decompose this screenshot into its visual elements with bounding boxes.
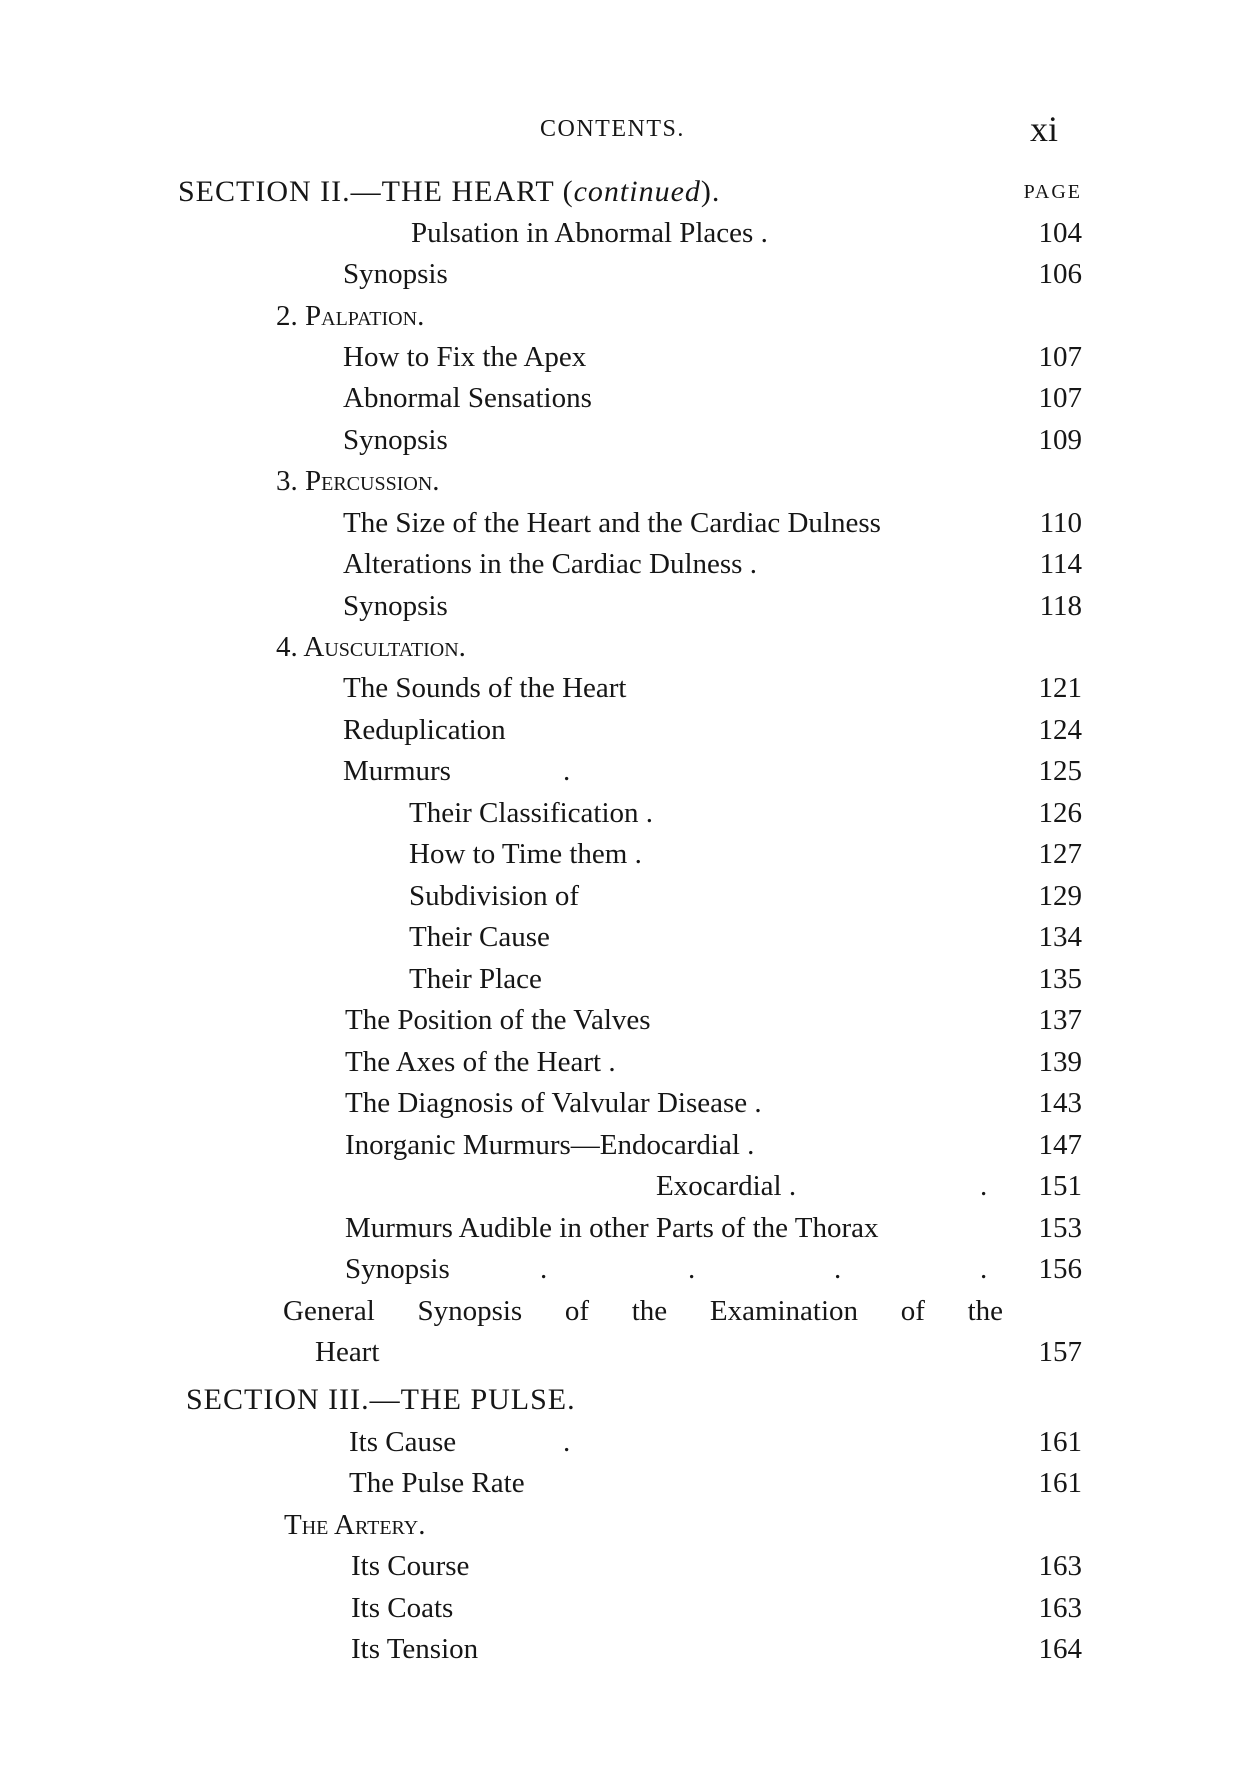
toc-entry — [0, 586, 1259, 626]
toc-entry-title: How to Fix the Apex — [343, 341, 587, 373]
toc-entry-page: 163 — [1038, 1550, 1082, 1582]
toc-entry — [0, 876, 1259, 916]
toc-entry — [0, 1249, 1259, 1289]
toc-entry — [0, 793, 1259, 833]
toc-entry-page: 107 — [1038, 382, 1082, 414]
subsection-title-percussion: 3. Percussion. — [276, 465, 440, 497]
toc-entry-title: Its Coats — [351, 1592, 454, 1624]
toc-entry-page: 129 — [1038, 880, 1082, 912]
toc-subsection-heading — [0, 296, 1259, 336]
toc-entry — [0, 1422, 1259, 1462]
toc-entry — [0, 1042, 1259, 1082]
toc-entry-title: Synopsis — [343, 590, 448, 622]
toc-subsection-heading — [0, 461, 1259, 501]
section-heading-main: SECTION II.—THE HEART ( — [178, 175, 574, 208]
toc-entry-title: Abnormal Sensations — [343, 382, 592, 414]
section-heading-title: SECTION III.—THE PULSE. — [186, 1383, 576, 1416]
toc-entry-page: 161 — [1038, 1426, 1082, 1458]
leader-dot: . — [563, 755, 571, 787]
toc-entry-title: The Diagnosis of Valvular Disease . — [345, 1087, 762, 1119]
toc-entry-title: Subdivision of — [409, 880, 579, 912]
toc-entry-page: 156 — [1038, 1253, 1082, 1285]
toc-entry-page: 107 — [1038, 341, 1082, 373]
toc-entry-page: 143 — [1038, 1087, 1082, 1119]
section-heading-heart — [0, 172, 1259, 212]
toc-entry-page: 135 — [1038, 963, 1082, 995]
toc-entry-title: Reduplication — [343, 714, 506, 746]
toc-entry-title: Its Tension — [351, 1633, 479, 1665]
toc-entry — [0, 1000, 1259, 1040]
toc-entry-page: 134 — [1038, 921, 1082, 953]
toc-entry — [0, 668, 1259, 708]
toc-entry-page: 161 — [1038, 1467, 1082, 1499]
toc-entry-title: Synopsis — [343, 258, 448, 290]
toc-entry — [0, 503, 1259, 543]
toc-entry-page: 137 — [1038, 1004, 1082, 1036]
toc-entry-title: The Size of the Heart and the Cardiac Dulness — [343, 507, 881, 539]
toc-entry-title: Its Course — [351, 1550, 470, 1582]
leader-dot: . — [688, 1253, 696, 1285]
toc-entry-title: The Position of the Valves — [345, 1004, 651, 1036]
toc-entry-page: 139 — [1038, 1046, 1082, 1078]
toc-entry — [0, 1125, 1259, 1165]
toc-entry-title: Exocardial . — [656, 1170, 797, 1202]
toc-entry-page: 114 — [1039, 548, 1082, 580]
toc-entry-page: 147 — [1038, 1129, 1082, 1161]
leader-dot: . — [540, 1253, 548, 1285]
toc-entry — [0, 1166, 1259, 1206]
toc-entry — [0, 420, 1259, 460]
toc-entry-page: 106 — [1038, 258, 1082, 290]
toc-entry — [0, 1083, 1259, 1123]
toc-entry — [0, 959, 1259, 999]
page-folio: xi — [1030, 109, 1059, 149]
toc-entry-page: 157 — [1038, 1336, 1082, 1368]
toc-entry — [0, 751, 1259, 791]
subsection-title-artery: The Artery. — [284, 1509, 426, 1541]
toc-entry-general-synopsis: General Synopsis of the Examination of the — [283, 1295, 1003, 1327]
toc-entry-title: How to Time them . — [409, 838, 642, 870]
toc-entry — [0, 710, 1259, 750]
toc-entry — [0, 1208, 1259, 1248]
toc-entry-page: 104 — [1038, 217, 1082, 249]
toc-entry — [0, 213, 1259, 253]
toc-entry-page: 124 — [1038, 714, 1082, 746]
toc-entry-title: The Pulse Rate — [349, 1467, 525, 1499]
toc-entry-title: Synopsis — [343, 424, 448, 456]
toc-entry-title: Its Cause — [349, 1426, 457, 1458]
section-heading-pulse — [0, 1380, 1259, 1420]
toc-entry — [0, 337, 1259, 377]
toc-entry-page: 125 — [1038, 755, 1082, 787]
toc-entry-title: Murmurs Audible in other Parts of the Thorax — [345, 1212, 879, 1244]
subsection-title-auscultation: 4. Auscultation. — [276, 631, 466, 663]
toc-entry — [0, 1629, 1259, 1669]
toc-entry-title: The Axes of the Heart . — [345, 1046, 616, 1078]
toc-entry — [0, 834, 1259, 874]
toc-entry-title: Heart — [315, 1336, 380, 1368]
toc-subsection-heading — [0, 1505, 1259, 1545]
toc-entry-title: The Sounds of the Heart — [343, 672, 627, 704]
section-heading-close: ). — [700, 175, 721, 208]
toc-entry-page: 164 — [1038, 1633, 1082, 1665]
running-title: CONTENTS. — [540, 116, 685, 142]
toc-entry-page: 126 — [1038, 797, 1082, 829]
toc-entry-title: Inorganic Murmurs—Endocardial . — [345, 1129, 755, 1161]
leader-dot: . — [980, 1253, 988, 1285]
leader-dot: . — [834, 1253, 842, 1285]
toc-entry — [0, 544, 1259, 584]
toc-entry — [0, 1332, 1259, 1372]
toc-subsection-heading — [0, 627, 1259, 667]
toc-entry-page: 109 — [1038, 424, 1082, 456]
leader-dot: . — [563, 1426, 571, 1458]
toc-entry-page: 127 — [1038, 838, 1082, 870]
toc-entry-page: 121 — [1038, 672, 1082, 704]
toc-entry-title: Their Classification . — [409, 797, 654, 829]
toc-entry-title: Murmurs — [343, 755, 451, 787]
toc-entry — [0, 378, 1259, 418]
toc-entry-title: Pulsation in Abnormal Places . — [411, 217, 768, 249]
toc-entry — [0, 1546, 1259, 1586]
toc-entry-title: Synopsis — [345, 1253, 450, 1285]
toc-entry-page: 151 — [1038, 1170, 1082, 1202]
subsection-title-palpation: 2. Palpation. — [276, 300, 425, 332]
toc-entry-page: 153 — [1038, 1212, 1082, 1244]
page-column-label: PAGE — [1023, 181, 1082, 203]
toc-entry — [0, 1588, 1259, 1628]
toc-entry — [0, 1463, 1259, 1503]
toc-entry-title: Their Cause — [409, 921, 550, 953]
toc-entry — [0, 917, 1259, 957]
toc-entry-page: 163 — [1038, 1592, 1082, 1624]
toc-entry-page: 118 — [1039, 590, 1082, 622]
toc-entry — [0, 254, 1259, 294]
toc-entry-page: 110 — [1039, 507, 1082, 539]
toc-entry-title: Their Place — [409, 963, 542, 995]
leader-dot: . — [980, 1170, 988, 1202]
section-heading-continued: continued — [573, 175, 701, 208]
toc-entry-title: Alterations in the Cardiac Dulness . — [343, 548, 757, 580]
